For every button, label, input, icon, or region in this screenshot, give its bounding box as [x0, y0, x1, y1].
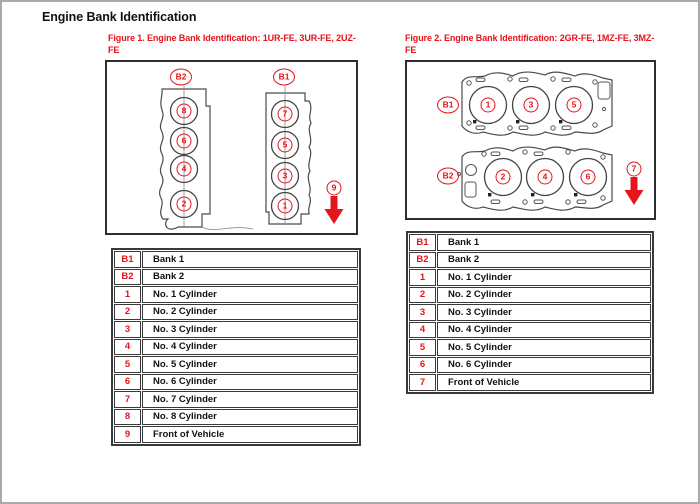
front-of-vehicle-arrow [325, 196, 344, 224]
row-key: B2 [114, 269, 141, 286]
row-label: Front of Vehicle [437, 374, 651, 391]
row-label: No. 3 Cylinder [142, 321, 358, 338]
row-label: Bank 2 [437, 252, 651, 269]
figure2-caption: Figure 2. Engine Bank Identification: 2GR-FE, 1MZ-FE, 3MZ-FE [405, 33, 655, 55]
table-row [409, 304, 651, 321]
row-key: 7 [409, 374, 436, 391]
row-label: Bank 1 [437, 234, 651, 251]
cylinder-badge: 7 [278, 107, 293, 122]
row-label: Bank 1 [142, 251, 358, 268]
cylinder-badge: 5 [278, 138, 293, 153]
row-key: 1 [409, 269, 436, 286]
figure2-diagram [405, 60, 656, 220]
row-key: 5 [114, 356, 141, 373]
table-row [114, 391, 358, 408]
row-label: Bank 2 [142, 269, 358, 286]
row-key: 9 [114, 426, 141, 443]
bank2-label: B2 [170, 69, 192, 86]
figure1-caption: Figure 1. Engine Bank Identification: 1UR-FE, 3UR-FE, 2UZ-FE [108, 33, 356, 55]
table-row [114, 409, 358, 426]
cylinder-badge: 4 [177, 162, 192, 177]
cylinder-badge: 2 [177, 197, 192, 212]
row-label: No. 5 Cylinder [142, 356, 358, 373]
table-row [409, 374, 651, 391]
v8-engine-outline [107, 62, 356, 233]
cylinder-badge: 4 [538, 170, 553, 185]
row-label: No. 2 Cylinder [142, 304, 358, 321]
row-key: 6 [114, 374, 141, 391]
table-row [409, 339, 651, 356]
legend2-body [409, 234, 651, 391]
table-row [114, 269, 358, 286]
front-arrow-number: 9 [327, 181, 342, 196]
legend1-body [114, 251, 358, 443]
row-key: B2 [409, 252, 436, 269]
table-row [409, 357, 651, 374]
row-key: 3 [114, 321, 141, 338]
figure1-diagram [105, 60, 358, 235]
bank1-label: B1 [437, 97, 459, 114]
table-row [114, 251, 358, 268]
table-row [409, 322, 651, 339]
row-key: B1 [409, 234, 436, 251]
row-label: No. 1 Cylinder [142, 286, 358, 303]
front-arrow-number: 7 [627, 162, 642, 177]
cylinder-badge: 5 [567, 98, 582, 113]
bank-legend-table-v6 [406, 231, 654, 394]
row-key: 6 [409, 357, 436, 374]
page-title: Engine Bank Identification [42, 10, 197, 24]
cylinder-badge: 2 [496, 170, 511, 185]
bank-legend-table-v8 [111, 248, 361, 446]
table-row [114, 321, 358, 338]
bank1-label: B1 [273, 69, 295, 86]
row-label: No. 4 Cylinder [142, 339, 358, 356]
table-row [114, 304, 358, 321]
cylinder-badge: 3 [524, 98, 539, 113]
row-key: 8 [114, 409, 141, 426]
row-label: No. 2 Cylinder [437, 287, 651, 304]
table-row [114, 339, 358, 356]
table-row [409, 269, 651, 286]
row-key: 2 [114, 304, 141, 321]
bank2-label: B2 [437, 168, 459, 185]
cylinder-badge: 6 [581, 170, 596, 185]
row-key: 4 [114, 339, 141, 356]
row-label: No. 6 Cylinder [142, 374, 358, 391]
table-row [114, 426, 358, 443]
row-label: Front of Vehicle [142, 426, 358, 443]
cylinder-badge: 1 [278, 199, 293, 214]
table-row [409, 252, 651, 269]
table-row [114, 356, 358, 373]
table-row [114, 374, 358, 391]
table-row [114, 286, 358, 303]
row-key: 7 [114, 391, 141, 408]
cylinder-badge: 3 [278, 169, 293, 184]
row-label: No. 5 Cylinder [437, 339, 651, 356]
row-label: No. 8 Cylinder [142, 409, 358, 426]
row-key: 2 [409, 287, 436, 304]
row-label: No. 1 Cylinder [437, 269, 651, 286]
row-key: 3 [409, 304, 436, 321]
row-key: 5 [409, 339, 436, 356]
row-key: 1 [114, 286, 141, 303]
cylinder-badge: 1 [481, 98, 496, 113]
row-label: No. 4 Cylinder [437, 322, 651, 339]
row-label: No. 6 Cylinder [437, 357, 651, 374]
cylinder-badge: 8 [177, 104, 192, 119]
v6-engine-outline [407, 62, 654, 218]
table-row [409, 234, 651, 251]
front-of-vehicle-arrow [625, 177, 644, 205]
row-label: No. 7 Cylinder [142, 391, 358, 408]
row-key: B1 [114, 251, 141, 268]
table-row [409, 287, 651, 304]
row-key: 4 [409, 322, 436, 339]
cylinder-badge: 6 [177, 134, 192, 149]
row-label: No. 3 Cylinder [437, 304, 651, 321]
bottom-connector-line [202, 227, 253, 230]
